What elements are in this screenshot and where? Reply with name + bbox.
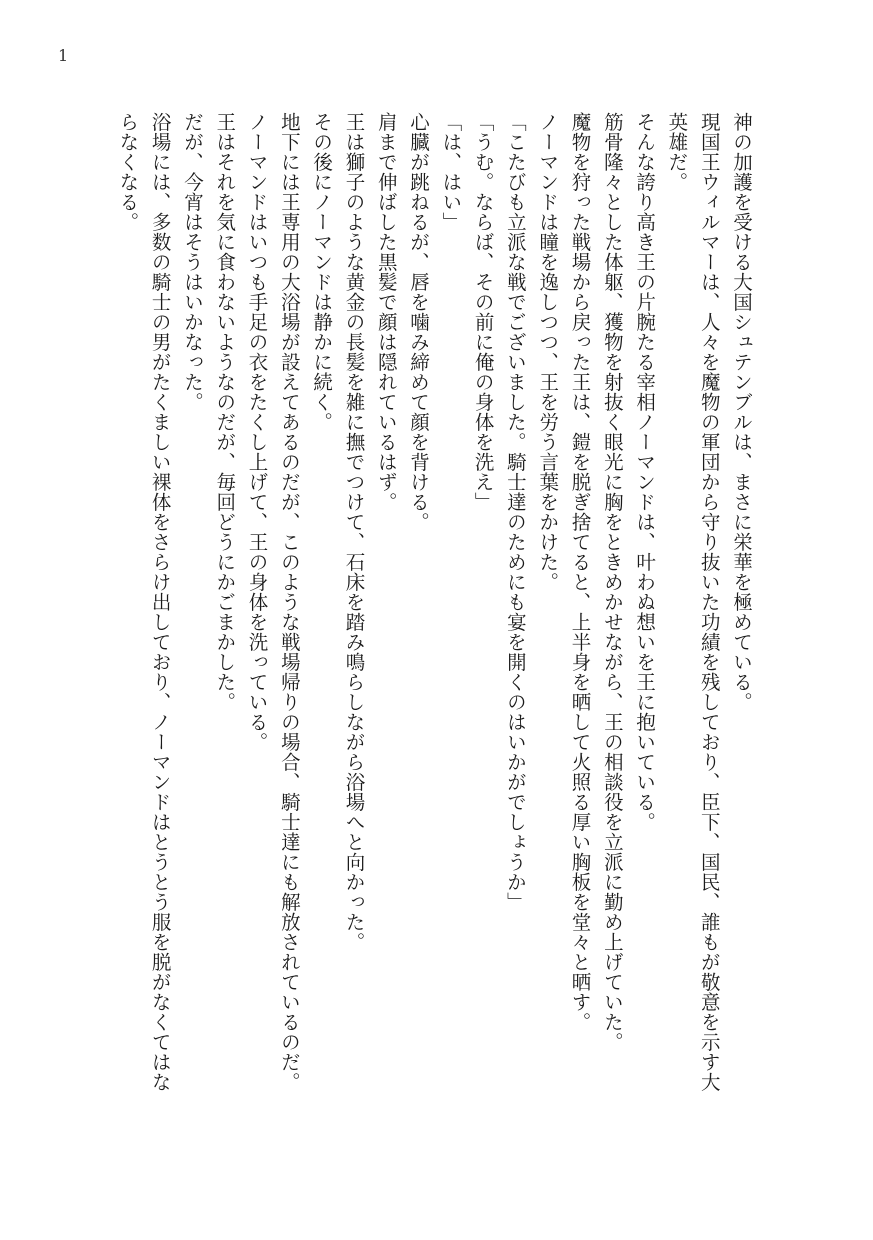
page-number: 1 (58, 46, 69, 65)
text-line: 筋骨隆々とした体躯、獲物を射抜く眼光に胸をときめかせながら、王の相談役を立派に勤め上げていた。 (600, 112, 624, 1052)
text-line: 現国王ウィルマーは、人々を魔物の軍団から守り抜いた功績を残しており、臣下、国民、誰もが敬意を示す大 (697, 112, 721, 1092)
text-line: 神の加護を受ける大国シュテンブルは、まさに栄華を極めている。 (730, 112, 753, 712)
vertical-text-body (111, 112, 757, 1152)
text-line: だが、今宵はそうはいかなった。 (180, 112, 204, 412)
text-line: 「うむ。ならば、その前に俺の身体を洗え」 (471, 112, 495, 512)
text-line: 英雄だ。 (665, 112, 689, 192)
text-line: らなくなる。 (116, 112, 140, 232)
text-line: ノーマンドは瞳を逸しつつ、王を労う言葉をかけた。 (536, 112, 560, 592)
text-line: 「は、はい」 (439, 112, 463, 232)
text-line: その後にノーマンドは静かに続く。 (310, 112, 334, 432)
text-line: 地下には王専用の大浴場が設えてあるのだが、このような戦場帰りの場合、騎士達にも解放されているのだ。 (277, 112, 301, 1092)
text-line: 魔物を狩った戦場から戻った王は、鎧を脱ぎ捨てると、上半身を晒して火照る厚い胸板を堂々と晒す。 (568, 112, 592, 1032)
text-line: 王は獅子のような黄金の長髪を雑に撫でつけて、石床を踏み鳴らしながら浴場へと向かった。 (342, 112, 366, 952)
text-line: そんな誇り高き王の片腕たる宰相ノーマンドは、叶わぬ想いを王に抱いている。 (633, 112, 657, 832)
text-line: 心臓が跳ねるが、唇を噛み締めて顔を背ける。 (407, 112, 431, 532)
text-line: 「こたびも立派な戦でございました。騎士達のためにも宴を開くのはいかがでしょうか」 (503, 112, 527, 912)
text-line: ノーマンドはいつも手足の衣をたくし上げて、王の身体を洗っている。 (245, 112, 269, 752)
text-line: 王はそれを気に食わないようなのだが、毎回どうにかごまかした。 (213, 112, 237, 712)
text-line: 浴場には、多数の騎士の男がたくましい裸体をさらけ出しており、ノーマンドはとうとう服を脱がなくてはな (148, 112, 172, 1092)
text-line: 肩まで伸ばした黒髪で顔は隠れているはず。 (374, 112, 398, 512)
